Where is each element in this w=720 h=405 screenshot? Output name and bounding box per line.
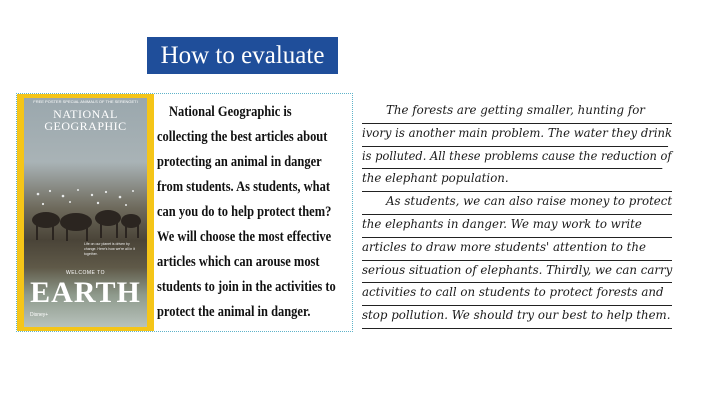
prompt-line: National Geographic is [169,104,292,120]
cover-blurb: Life on our planet is driven by change. Here's how we're all in it together. [84,242,135,256]
task-prompt [157,100,336,325]
essay-line: The forests are getting smaller, hunting for [362,101,672,124]
prompt-line: students to join in the activities to [157,279,336,295]
prompt-line: protecting an animal in danger [157,154,322,170]
magazine-logo-line-1: NATIONAL [53,107,118,121]
essay-line: serious situation of elephants. Thirdly, we can carry [362,261,672,284]
cover-photo [24,98,147,327]
task-card [16,93,353,332]
prompt-line: We will choose the most effective [157,229,332,245]
essay-line: As students, we can also raise money to protect [362,192,672,215]
essay-line: the elephants in danger. We may work to write [362,215,672,238]
prompt-line: collecting the best articles about [157,129,328,145]
cover-headline: EARTH [30,276,141,309]
wildebeest-herd-image [28,186,143,246]
slide-title: How to evaluate [147,37,338,74]
essay-line: stop pollution. We should try our best to help them. [362,306,672,329]
magazine-cover [17,94,154,331]
prompt-line: can you do to help protect them? [157,204,332,220]
magazine-logo [24,108,147,132]
prompt-line: protect the animal in danger. [157,304,311,320]
essay-line: activities to call on students to protect forests and [362,283,672,306]
handwritten-essay [362,101,672,329]
prompt-line: articles which can arouse most [157,254,320,270]
essay-line: is polluted. All these problems cause the reduction of [362,147,662,170]
disney-logo: Disney+ [30,312,49,318]
cover-welcome: WELCOME TO [66,270,105,276]
cover-poster-line: FREE POSTER SPECIAL ANIMALS OF THE SERENGETI [33,99,138,104]
essay-line: the elephant population. [362,169,672,192]
essay-line: ivory is another main problem. The water they drink [362,124,668,147]
prompt-line: from students. As students, what [157,179,330,195]
magazine-logo-line-2: GEOGRAPHIC [44,119,127,133]
essay-line: articles to draw more students' attention to the [362,238,672,261]
